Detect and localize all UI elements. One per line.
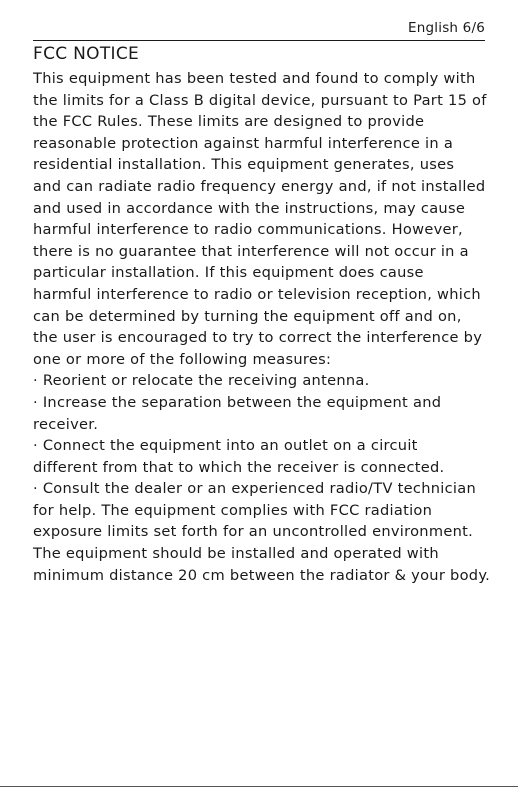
notice-line: there is no guarantee that interference will not occur in a [33,242,469,260]
notice-line: and used in accordance with the instructions, may cause [33,199,466,217]
bullet-item: · Reorient or relocate the receiving antenna. [33,372,370,390]
page-label: English 6/6 [408,20,485,36]
notice-line: harmful interference to radio or television reception, which [33,285,481,303]
notice-line: harmful interference to radio communications. However, [33,221,463,239]
notice-line: one or more of the following measures: [33,350,332,368]
notice-line: the limits for a Class B digital device, pursuant to Part 15 of [33,91,487,109]
notice-line: minimum distance 20 cm between the radiator & your body. [33,566,491,584]
notice-line: exposure limits set forth for an uncontrolled environment. [33,523,474,541]
notice-line: The equipment should be installed and operated with [33,545,439,563]
notice-line: residential installation. This equipment generates, uses [33,156,455,174]
notice-line: the user is encouraged to try to correct the interference by [33,329,483,347]
bottom-divider [0,786,518,787]
bullet-item: · Consult the dealer or an experienced radio/TV technician [33,480,476,498]
notice-line: for help. The equipment complies with FCC radiation [33,501,433,519]
notice-line: particular installation. If this equipment does cause [33,264,424,282]
notice-line: and can radiate radio frequency energy and, if not installed [33,177,486,195]
notice-line: This equipment has been tested and found to comply with [33,70,476,87]
notice-body [33,68,493,586]
page-header [33,18,485,41]
bullet-item-continuation: different from that to which the receiver is connected. [33,458,445,476]
notice-line: can be determined by turning the equipment off and on, [33,307,462,325]
notice-line: the FCC Rules. These limits are designed to provide [33,113,425,131]
notice-title: FCC NOTICE [33,44,140,64]
bullet-item: · Connect the equipment into an outlet on a circuit [33,437,418,455]
bullet-item: · Increase the separation between the equipment and [33,393,442,411]
bullet-item-continuation: receiver. [33,415,99,433]
notice-line: reasonable protection against harmful interference in a [33,134,454,152]
